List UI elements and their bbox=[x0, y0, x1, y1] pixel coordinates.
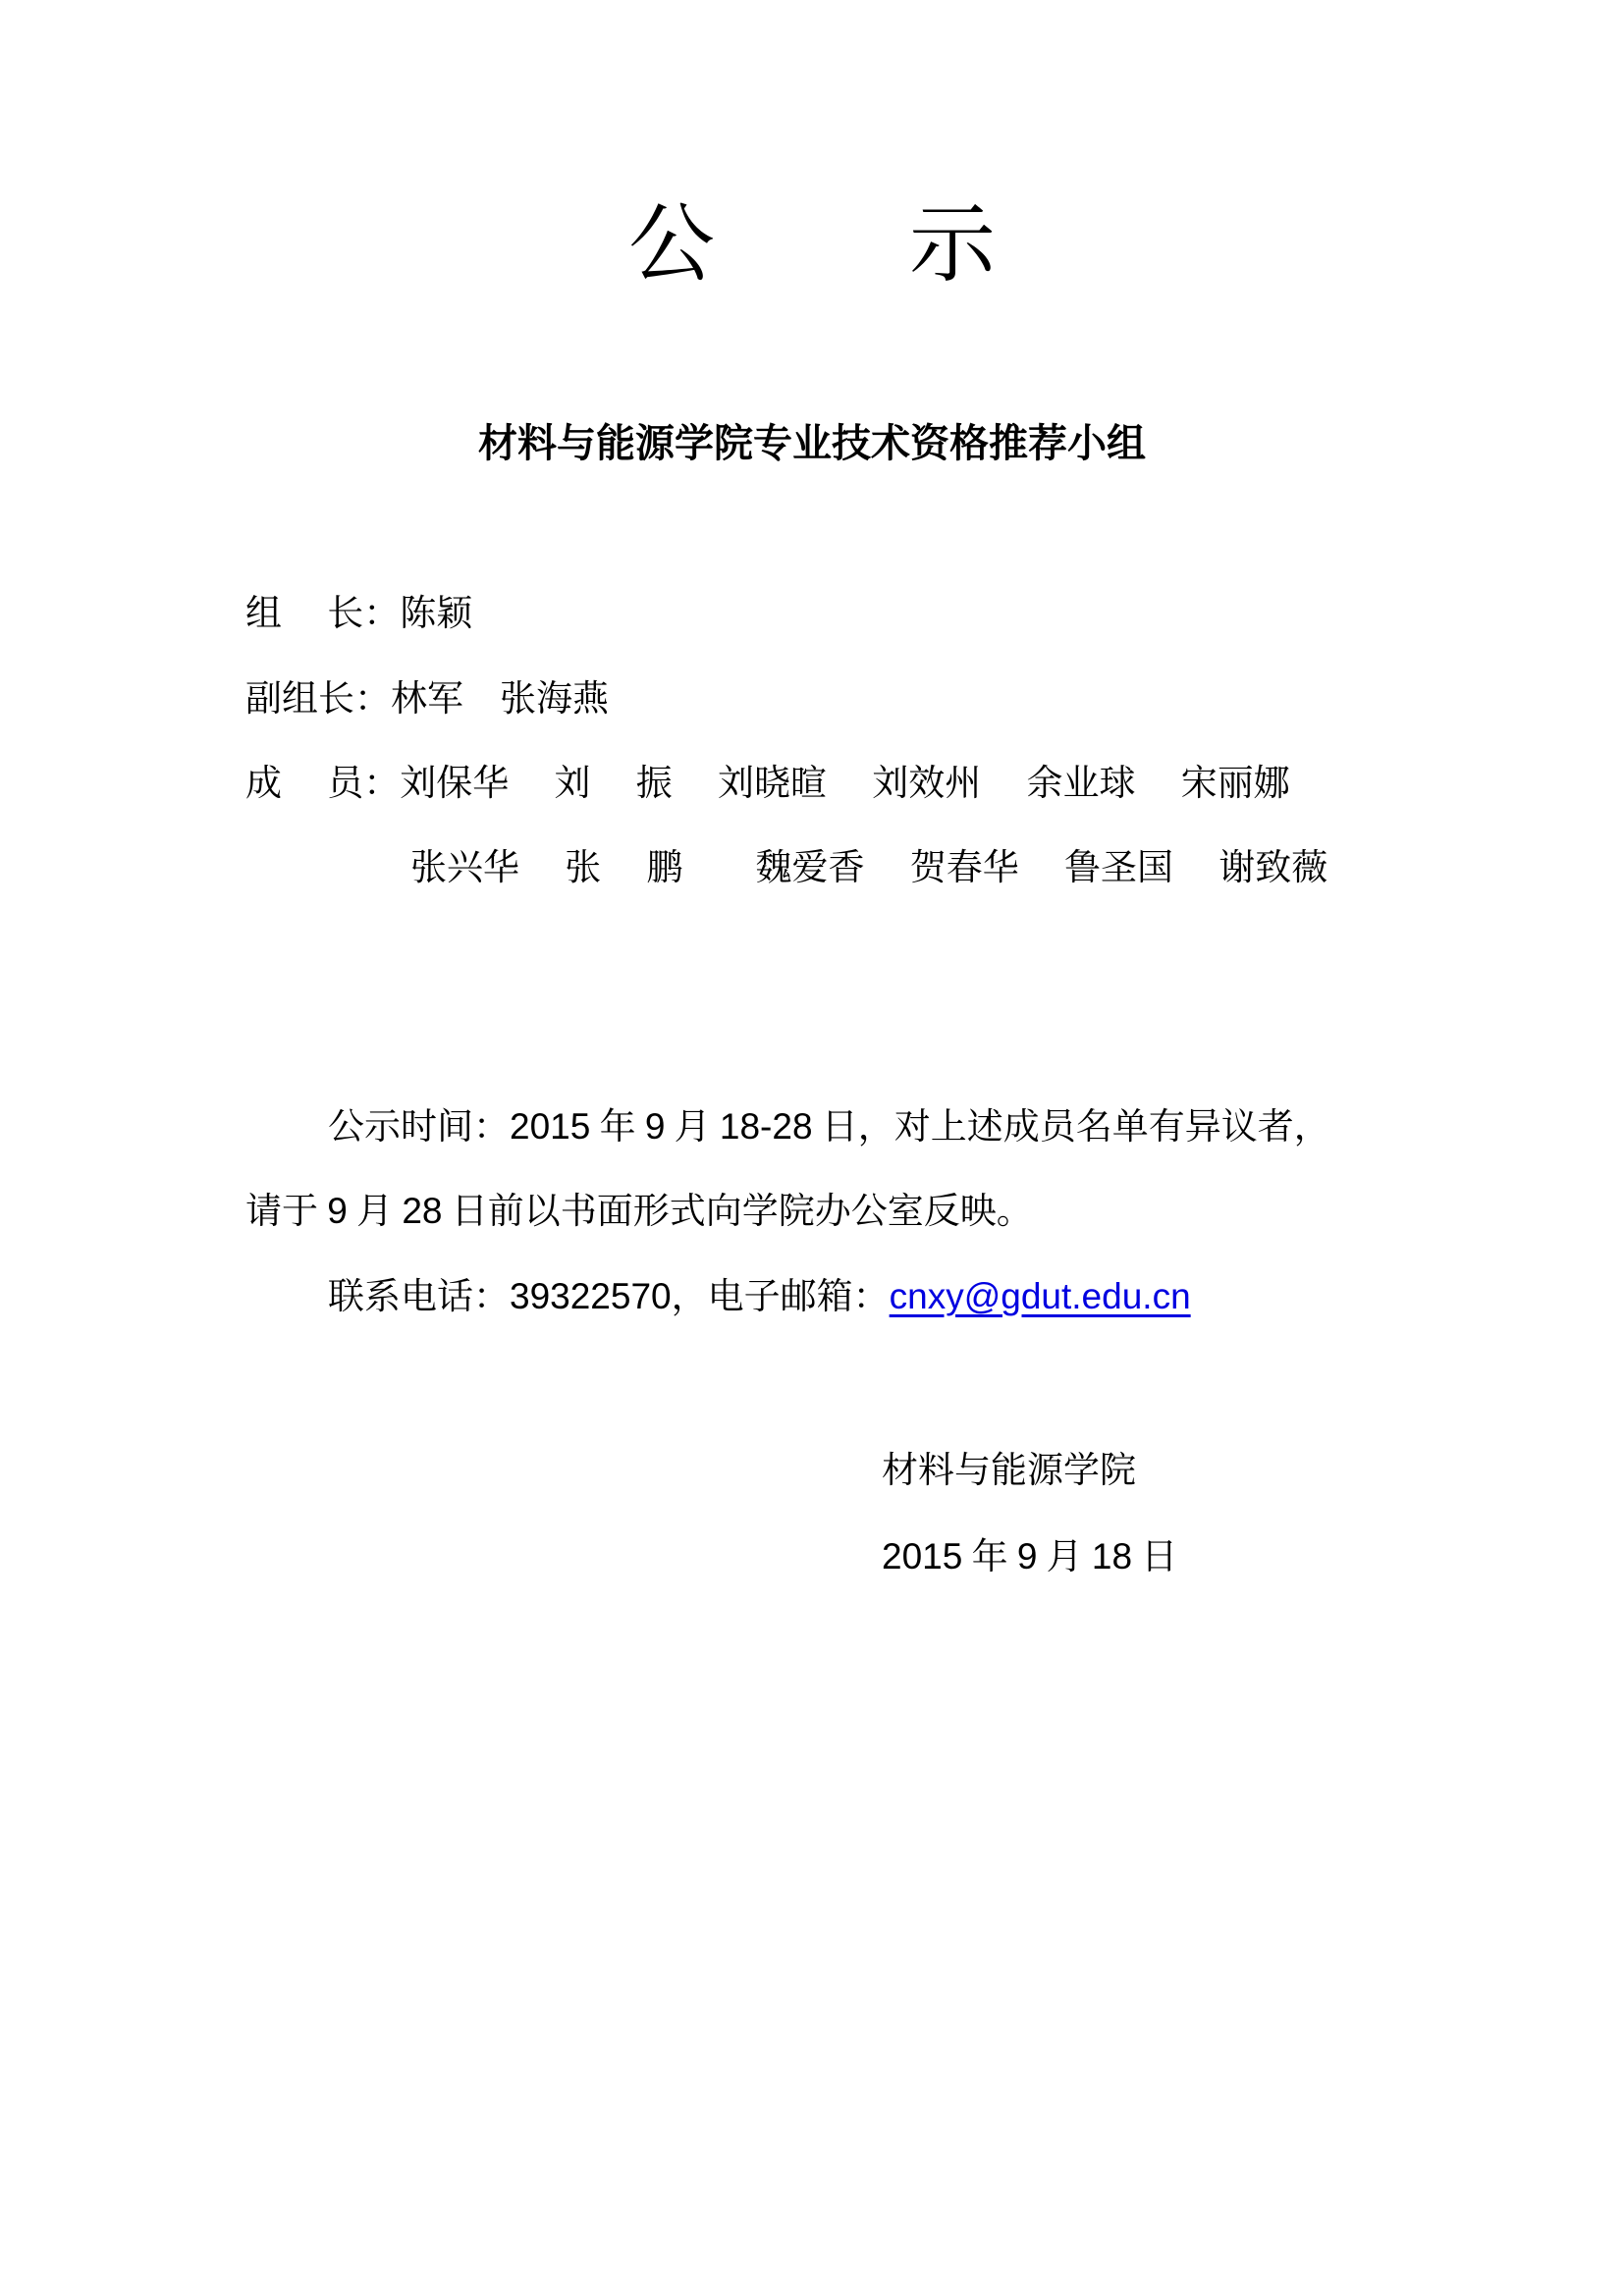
contact-info-text: 联系电话：39322570，电子邮箱： bbox=[328, 1276, 890, 1317]
contact-line bbox=[328, 1275, 1191, 1319]
signature-unit-line: 材料与能源学院 bbox=[882, 1451, 1136, 1491]
email-link[interactable]: cnxy@gdut.edu.cn bbox=[889, 1276, 1191, 1316]
leader-line: 组 长：陈颖 bbox=[245, 594, 473, 634]
signature-date-line: 2015 年 9 月 18 日 bbox=[882, 1536, 1178, 1577]
notice-period-line: 公示时间：2015 年 9 月 18-28 日，对上述成员名单有异议者， bbox=[328, 1106, 1330, 1148]
notice-instruction-line: 请于 9 月 28 日前以书面形式向学院办公室反映。 bbox=[245, 1191, 1033, 1232]
members-line-1: 成 员：刘保华 刘 振 刘晓暄 刘效州 余业球 宋丽娜 bbox=[245, 764, 1290, 804]
committee-name-subtitle: 材料与能源学院专业技术资格推荐小组 bbox=[478, 421, 1146, 465]
deputy-leader-line: 副组长：林军 张海燕 bbox=[245, 679, 609, 720]
members-line-2: 张兴华 张 鹏 魏爱香 贺春华 鲁圣国 谢致薇 bbox=[410, 848, 1328, 888]
doc-title: 公 示 bbox=[627, 198, 996, 294]
